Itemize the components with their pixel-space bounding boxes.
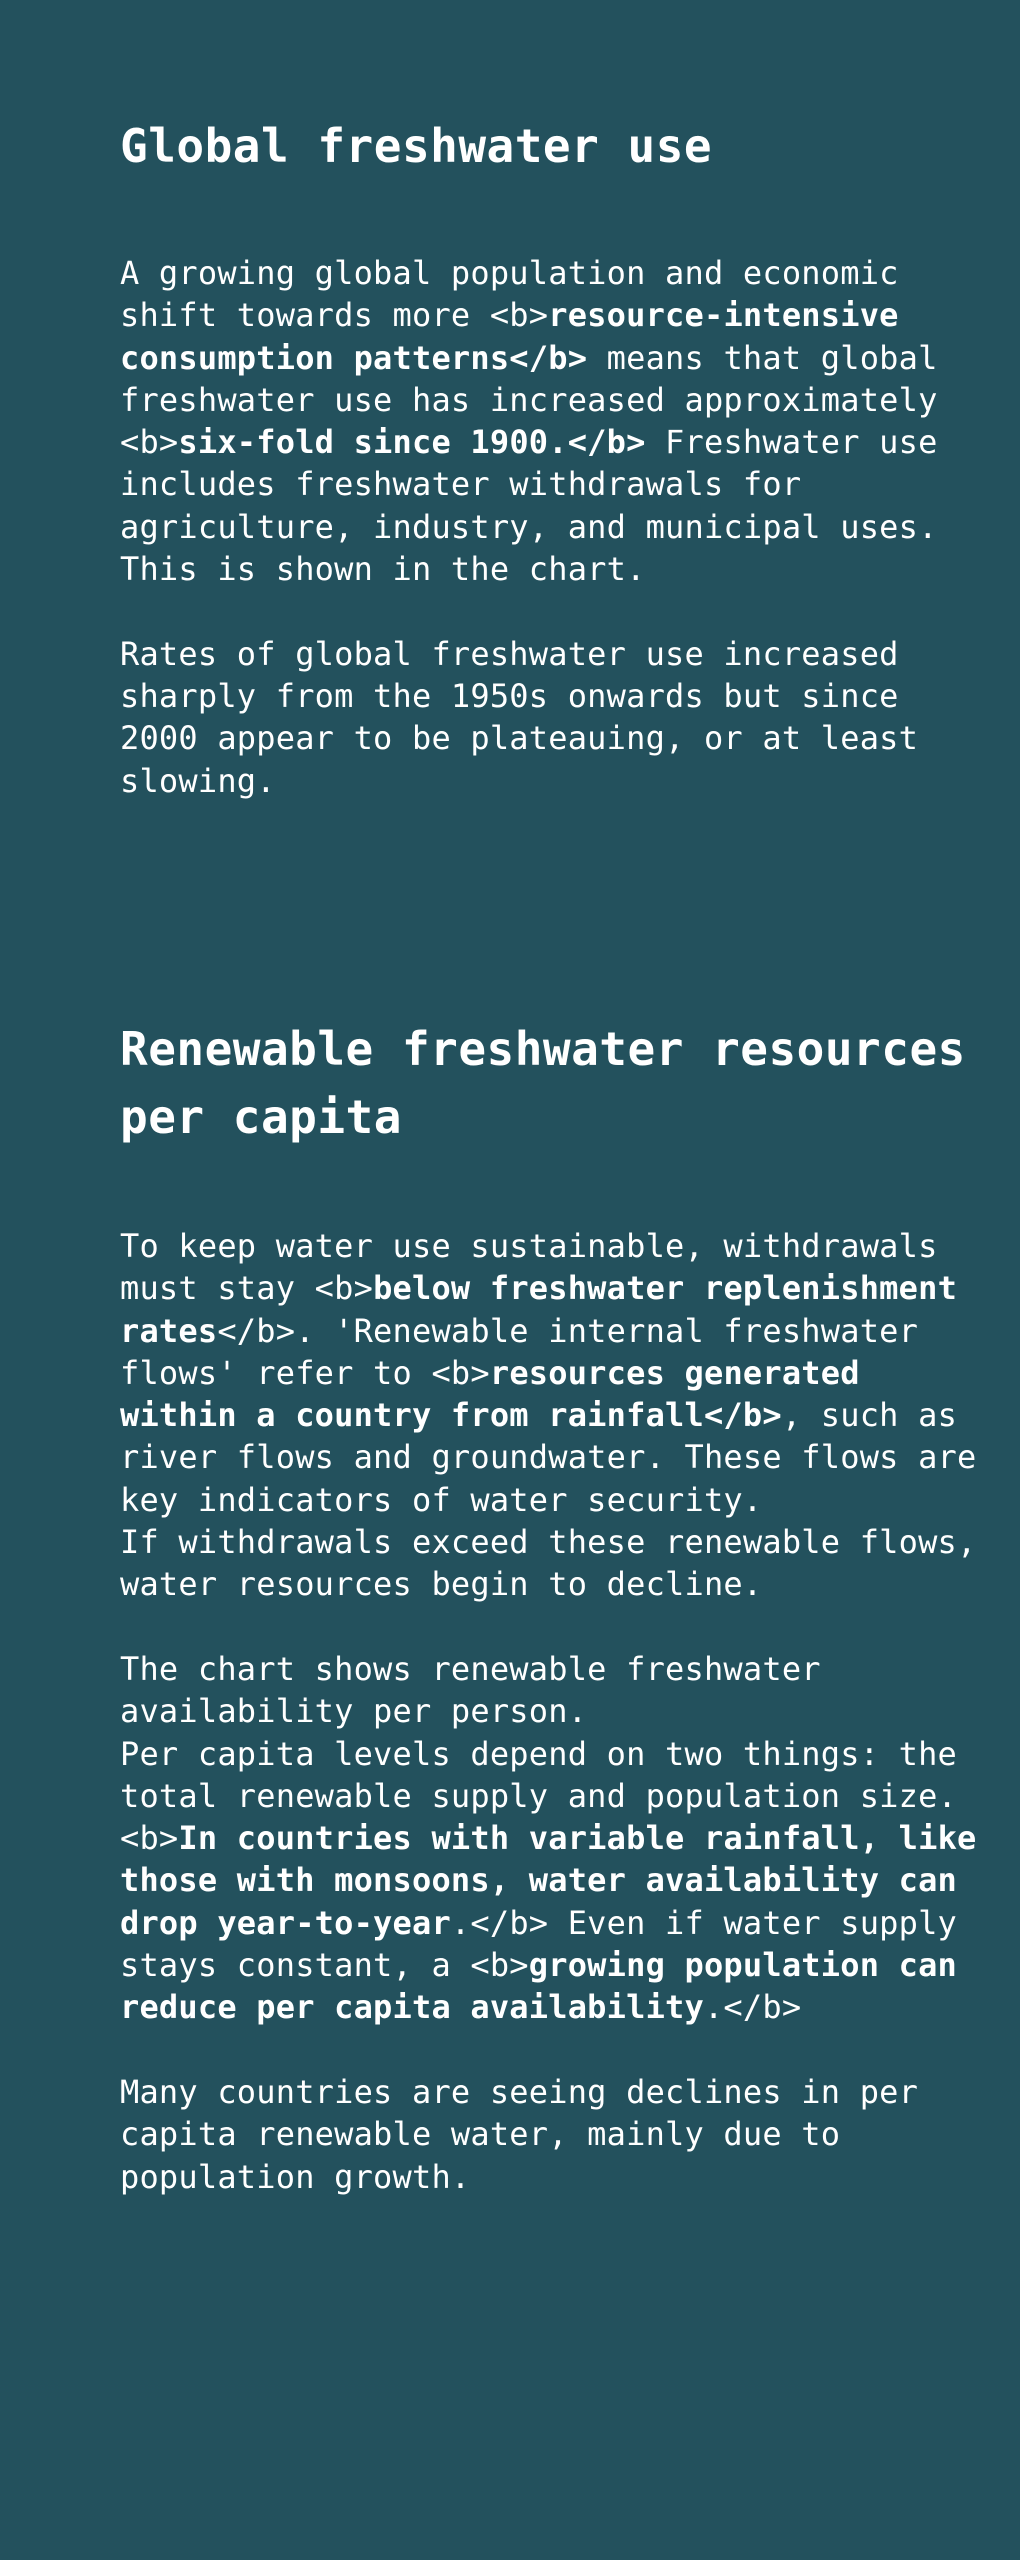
paragraph-chart-description: The chart shows renewable freshwater availability per person. (120, 1649, 821, 1731)
paragraph-text: Per capita levels depend on two things: the total renewable supply and population size. <b> (120, 1734, 958, 1858)
section-renewable-freshwater (120, 1015, 980, 2198)
paragraph-rates: Rates of global freshwater use increased sharply from the 1950s onwards but since 2000 appear to be plateauing, or at least slowing. (120, 634, 919, 800)
paragraph-text: To keep water use sustainable, withdrawals must stay <b> (120, 1227, 938, 1308)
section-title: Renewable freshwater resources per capita (120, 1022, 966, 1144)
paragraph-text: means that global freshwater use has increased approximately <b> (120, 338, 938, 462)
paragraph-text: Freshwater use includes freshwater withdrawals for agriculture, industry, and municipal uses. This is shown in the chart. (120, 423, 938, 589)
bold-text: resource-intensive consumption patterns</b> (120, 296, 899, 377)
paragraph-text: .</b> Even if water supply stays constant, a <b> (120, 1903, 958, 1985)
paragraph-text: .</b> (703, 1988, 802, 2027)
bold-text: six-fold since 1900.</b> (178, 423, 646, 462)
paragraph-declines: Many countries are seeing declines in per capita renewable water, mainly due to population growth. (120, 2072, 919, 2196)
section-global-freshwater-use (120, 112, 980, 802)
paragraph-text: A growing global population and economic shift towards more <b> (120, 254, 899, 335)
paragraph-per-capita (120, 1733, 980, 2029)
bold-text: In countries with variable rainfall, like those with monsoons, water availability can drop year-to-year (120, 1819, 977, 1942)
bold-text: growing population can reduce per capita availability (120, 1946, 958, 2027)
paragraph-withdrawals: If withdrawals exceed these renewable flows, water resources begin to decline. (120, 1523, 977, 1604)
bold-text: resources generated within a country from rainfall</b> (120, 1353, 860, 1435)
paragraph-text: , such as river flows and groundwater. These flows are key indicators of water security. (120, 1396, 977, 1519)
paragraph-freshwater-growth (120, 252, 980, 590)
paragraph-text: </b>. 'Renewable internal freshwater flows' refer to <b> (120, 1311, 919, 1392)
bold-text: below freshwater replenishment rates (120, 1269, 958, 1350)
section-title: Global freshwater use (120, 119, 713, 173)
paragraph-sustainability (120, 1225, 980, 1521)
